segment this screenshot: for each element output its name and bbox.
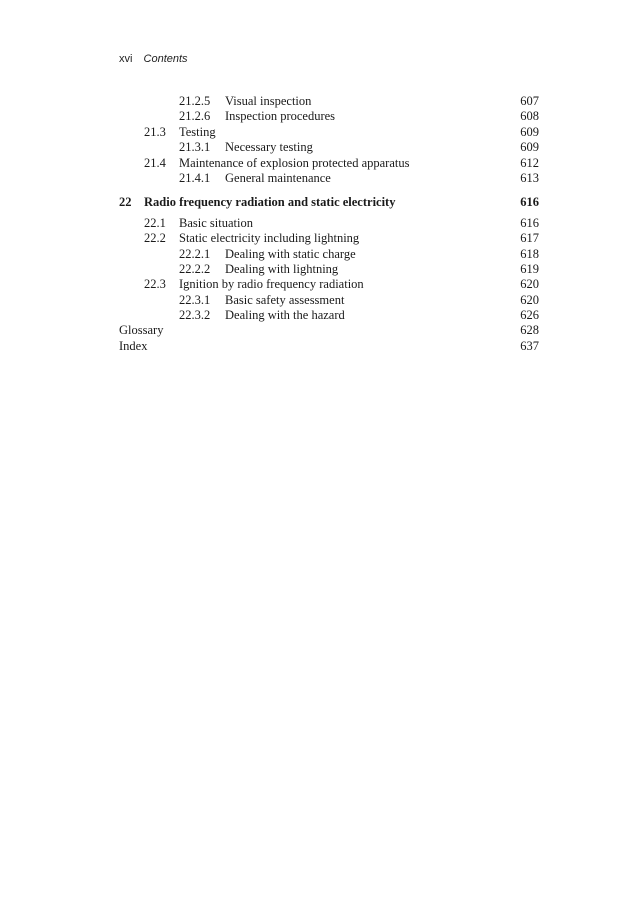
section-title: Glossary: [119, 323, 164, 338]
section-number: 21.2.6: [179, 109, 211, 124]
section-title: Basic situation: [179, 215, 253, 230]
page-number: 613: [520, 170, 539, 185]
section-title: Testing: [179, 124, 216, 139]
page-header: [119, 53, 188, 65]
section-title: Ignition by radio frequency radiation: [179, 277, 364, 292]
section-number: 22.2: [144, 231, 166, 246]
toc-entry-21-3-1: [119, 140, 539, 155]
section-title: Necessary testing: [225, 140, 313, 155]
chapter-title: Radio frequency radiation and static electricity: [144, 195, 396, 210]
toc-entry-21-2-5: [119, 94, 539, 109]
running-title: Contents: [143, 53, 188, 65]
section-title: Inspection procedures: [225, 109, 336, 124]
section-number: 22.3.2: [179, 308, 211, 323]
page-number: 626: [520, 308, 539, 323]
toc-entry-22-2-2: [119, 262, 539, 277]
toc-chapter-22: [119, 195, 539, 210]
toc-entry-21-2-6: [119, 109, 539, 124]
page-number: 612: [520, 155, 539, 170]
toc-entry-21-3: [119, 125, 539, 140]
page-number: 608: [520, 109, 539, 124]
table-of-contents: [119, 94, 539, 354]
section-number: 21.2.5: [179, 94, 211, 108]
section-number: 22.2.2: [179, 261, 211, 276]
section-number: 22.3.1: [179, 292, 211, 307]
page-number: 616: [520, 195, 539, 210]
section-title: Maintenance of explosion protected apparatus: [179, 155, 410, 170]
toc-entry-22-2: [119, 231, 539, 246]
section-title: Basic safety assessment: [225, 292, 345, 307]
toc-entry-22-3-2: [119, 308, 539, 323]
section-title: Dealing with the hazard: [225, 308, 345, 323]
toc-entry-index: [119, 339, 539, 354]
section-number: 21.4.1: [179, 170, 211, 185]
section-title: General maintenance: [225, 170, 331, 185]
toc-entry-22-1: [119, 216, 539, 231]
page-number: 616: [520, 215, 539, 230]
page-number: 637: [520, 338, 539, 353]
toc-entry-22-3-1: [119, 293, 539, 308]
page-number: 609: [520, 124, 539, 139]
section-title: Dealing with static charge: [225, 246, 356, 261]
section-title: Dealing with lightning: [225, 261, 339, 276]
section-number: 22.3: [144, 277, 166, 292]
page-number: 628: [520, 323, 539, 338]
section-title: Index: [119, 338, 148, 353]
page-number: 618: [520, 246, 539, 261]
toc-entry-glossary: [119, 323, 539, 338]
section-title: Static electricity including lightning: [179, 231, 360, 246]
section-number: 22.1: [144, 215, 166, 230]
page-number: 609: [520, 140, 539, 155]
chapter-number: 22: [119, 195, 132, 210]
section-title: Visual inspection: [225, 94, 312, 108]
toc-entry-21-4-1: [119, 171, 539, 186]
toc-entry-22-3: [119, 277, 539, 292]
page-number: 619: [520, 261, 539, 276]
section-number: 21.3: [144, 124, 166, 139]
toc-entry-22-2-1: [119, 247, 539, 262]
toc-entry-21-4: [119, 156, 539, 171]
section-number: 21.4: [144, 155, 166, 170]
page-number: 607: [520, 94, 539, 108]
page-number: 617: [520, 231, 539, 246]
section-number: 22.2.1: [179, 246, 211, 261]
page-number: 620: [520, 277, 539, 292]
section-number: 21.3.1: [179, 140, 211, 155]
page-number: 620: [520, 292, 539, 307]
page-folio: xvi: [119, 53, 133, 65]
